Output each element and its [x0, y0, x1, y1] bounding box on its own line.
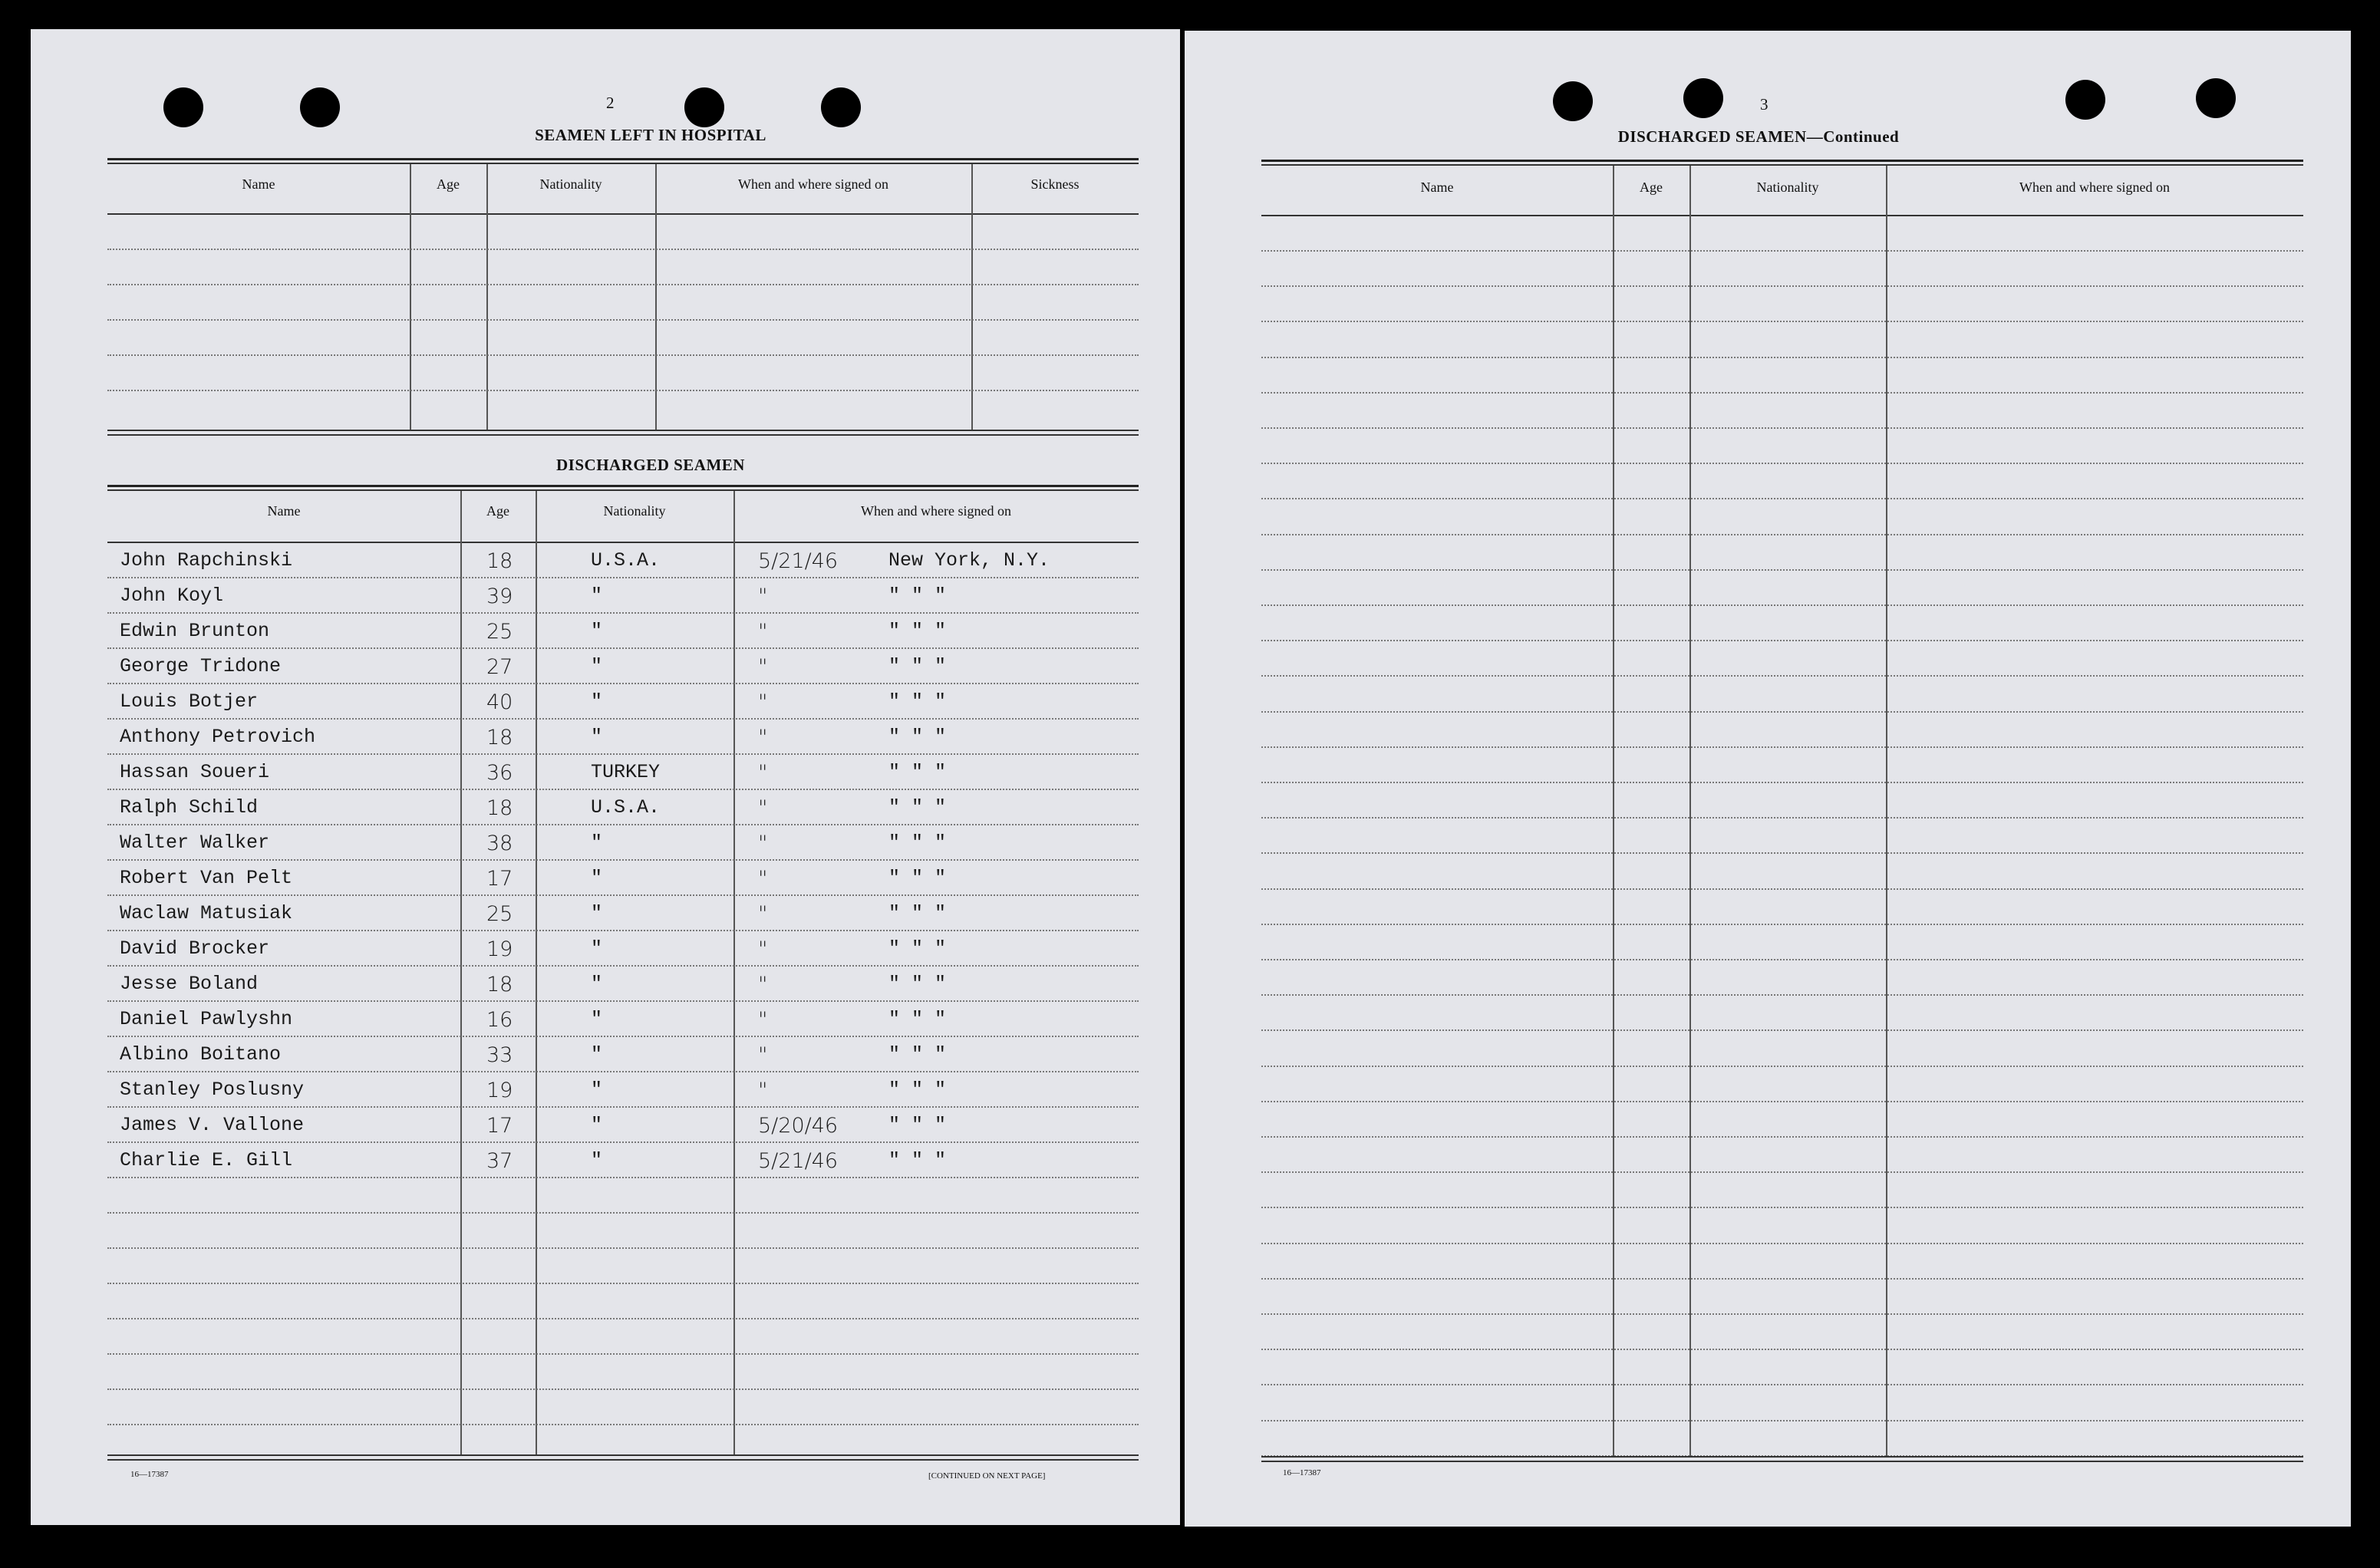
seaman-age: 25: [486, 620, 513, 644]
right-row-line: [1261, 711, 2303, 713]
hospital-col-age: Age: [437, 176, 460, 192]
right-row-line: [1261, 534, 2303, 535]
signed-on-place: " " ": [888, 1149, 947, 1171]
signed-on-date: ": [758, 867, 768, 891]
discharged-row-line: [107, 1247, 1139, 1249]
signed-on-place: " " ": [888, 761, 947, 783]
seaman-age: 17: [486, 867, 513, 891]
discharged-row-line: [107, 1283, 1139, 1284]
signed-on-place: " " ": [888, 867, 947, 889]
seaman-nationality: TURKEY: [591, 761, 661, 783]
right-row-line: [1261, 640, 2303, 641]
seaman-nationality: ": [591, 655, 603, 677]
signed-on-date: 5/21/46: [758, 549, 839, 573]
right-bottom-rule: [1261, 1461, 2303, 1462]
signed-on-date: ": [758, 761, 768, 785]
page-number: 3: [1760, 95, 1769, 114]
seaman-name: James V. Vallone: [120, 1114, 305, 1136]
hospital-bottom-rule: [107, 434, 1139, 436]
hospital-header-rule: [107, 213, 1139, 215]
seaman-name: Stanley Poslusny: [120, 1079, 305, 1101]
right-row-line: [1261, 817, 2303, 819]
seaman-nationality: ": [591, 1043, 603, 1066]
right-row-line: [1261, 569, 2303, 571]
right-row-line: [1261, 463, 2303, 464]
signed-on-date: ": [758, 1079, 768, 1102]
discharged-row-line: [107, 1212, 1139, 1214]
left-page: [31, 29, 1180, 1525]
right-row-line: [1261, 1420, 2303, 1421]
seaman-nationality: U.S.A.: [591, 549, 661, 572]
discharged-row-line: [107, 789, 1139, 790]
column-divider: [1886, 166, 1887, 1456]
signed-on-date: ": [758, 1043, 768, 1067]
signed-on-place: " " ": [888, 1008, 947, 1030]
seaman-nationality: ": [591, 620, 603, 642]
right-row-line: [1261, 1384, 2303, 1385]
punch-hole: [163, 87, 203, 127]
punch-hole: [300, 87, 340, 127]
seaman-nationality: ": [591, 1114, 603, 1136]
seaman-age: 40: [486, 690, 513, 714]
seaman-age: 19: [486, 1079, 513, 1102]
discharged-row-line: [107, 824, 1139, 825]
column-divider: [1689, 166, 1691, 1456]
column-divider: [1613, 166, 1614, 1456]
seaman-age: 17: [486, 1114, 513, 1138]
hospital-col-name: Name: [242, 176, 275, 192]
seaman-age: 37: [486, 1149, 513, 1173]
seaman-age: 39: [486, 585, 513, 608]
discharged-row-line: [107, 965, 1139, 967]
signed-on-date: ": [758, 832, 768, 855]
column-divider: [733, 491, 735, 1454]
discharged-col-name: Name: [267, 503, 301, 519]
seaman-name: Robert Van Pelt: [120, 867, 293, 889]
seaman-name: Daniel Pawlyshn: [120, 1008, 293, 1030]
signed-on-date: ": [758, 796, 768, 820]
right-col-nationality: Nationality: [1756, 180, 1819, 195]
signed-on-date: ": [758, 902, 768, 926]
punch-hole: [2196, 78, 2236, 118]
right-row-line: [1261, 1207, 2303, 1208]
discharged-row-line: [107, 647, 1139, 649]
hospital-top-rule: [107, 163, 1139, 164]
seaman-age: 19: [486, 937, 513, 961]
right-row-line: [1261, 1101, 2303, 1102]
right-col-age: Age: [1640, 180, 1663, 195]
hospital-row-line: [107, 319, 1139, 321]
seaman-nationality: ": [591, 1008, 603, 1030]
discharged-row-line: [107, 1424, 1139, 1425]
hospital-col-nationality: Nationality: [539, 176, 602, 192]
right-row-line: [1261, 285, 2303, 287]
right-row-line: [1261, 782, 2303, 783]
signed-on-place: " " ": [888, 796, 947, 819]
seaman-nationality: U.S.A.: [591, 796, 661, 819]
signed-on-place: " " ": [888, 585, 947, 607]
seaman-name: Louis Botjer: [120, 690, 259, 713]
seaman-age: 18: [486, 973, 513, 996]
seaman-nationality: ": [591, 1079, 603, 1101]
seaman-age: 18: [486, 726, 513, 749]
signed-on-date: ": [758, 690, 768, 714]
punch-hole: [1553, 81, 1593, 121]
discharged-section-title: DISCHARGED SEAMEN: [556, 456, 745, 474]
right-top-rule: [1261, 164, 2303, 166]
hospital-section-title: SEAMEN LEFT IN HOSPITAL: [535, 126, 766, 144]
seaman-name: Walter Walker: [120, 832, 270, 854]
signed-on-place: " " ": [888, 937, 947, 960]
hospital-row-line: [107, 390, 1139, 391]
discharged-row-line: [107, 1318, 1139, 1319]
discharged-continued-title: DISCHARGED SEAMEN—Continued: [1617, 127, 1900, 146]
discharged-bottom-rule: [107, 1459, 1139, 1461]
right-row-line: [1261, 321, 2303, 322]
seaman-age: 33: [486, 1043, 513, 1067]
signed-on-place: " " ": [888, 1114, 947, 1136]
discharged-row-line: [107, 1106, 1139, 1108]
signed-on-date: 5/21/46: [758, 1149, 839, 1173]
signed-on-place: " " ": [888, 690, 947, 713]
seaman-nationality: ": [591, 726, 603, 748]
signed-on-date: ": [758, 973, 768, 996]
seaman-nationality: ": [591, 690, 603, 713]
discharged-row-line: [107, 930, 1139, 931]
discharged-col-signed-on: When and where signed on: [861, 503, 1011, 519]
seaman-nationality: ": [591, 585, 603, 607]
seaman-name: Albino Boitano: [120, 1043, 282, 1066]
seaman-age: 25: [486, 902, 513, 926]
signed-on-date: ": [758, 937, 768, 961]
punch-hole: [1683, 78, 1723, 118]
seaman-name: Edwin Brunton: [120, 620, 270, 642]
page-number: 2: [606, 94, 615, 112]
right-row-line: [1261, 1349, 2303, 1350]
right-row-line: [1261, 852, 2303, 854]
discharged-row-line: [107, 859, 1139, 861]
seaman-name: Waclaw Matusiak: [120, 902, 293, 924]
right-row-line: [1261, 357, 2303, 358]
discharged-top-rule: [107, 485, 1139, 487]
right-row-line: [1261, 498, 2303, 499]
seaman-name: Charlie E. Gill: [120, 1149, 293, 1171]
discharged-row-line: [107, 1177, 1139, 1178]
punch-hole: [684, 87, 724, 127]
hospital-bottom-rule: [107, 430, 1139, 431]
signed-on-place: " " ": [888, 1079, 947, 1101]
seaman-age: 18: [486, 549, 513, 573]
seaman-age: 18: [486, 796, 513, 820]
right-col-signed-on: When and where signed on: [2019, 180, 2170, 195]
right-row-line: [1261, 675, 2303, 677]
right-row-line: [1261, 1278, 2303, 1280]
signed-on-date: ": [758, 585, 768, 608]
discharged-row-line: [107, 1000, 1139, 1002]
discharged-row-line: [107, 683, 1139, 684]
hospital-col-sickness: Sickness: [1030, 176, 1080, 192]
right-row-line: [1261, 604, 2303, 606]
right-row-line: [1261, 392, 2303, 394]
hospital-row-line: [107, 249, 1139, 250]
seaman-nationality: ": [591, 867, 603, 889]
seaman-age: 38: [486, 832, 513, 855]
signed-on-date: ": [758, 655, 768, 679]
signed-on-place: New York, N.Y.: [888, 549, 1050, 572]
discharged-top-rule: [107, 489, 1139, 491]
right-row-line: [1261, 1066, 2303, 1067]
discharged-row-line: [107, 1071, 1139, 1072]
form-number: 16—17387: [130, 1470, 169, 1479]
hospital-top-rule: [107, 158, 1139, 160]
right-row-line: [1261, 1243, 2303, 1244]
hospital-row-line: [107, 284, 1139, 285]
seaman-name: Ralph Schild: [120, 796, 259, 819]
column-divider: [460, 491, 462, 1454]
discharged-row-line: [107, 1388, 1139, 1390]
right-row-line: [1261, 427, 2303, 429]
discharged-row-line: [107, 612, 1139, 614]
right-col-name: Name: [1420, 180, 1454, 195]
continued-note: [CONTINUED ON NEXT PAGE]: [928, 1471, 1046, 1481]
right-row-line: [1261, 1136, 2303, 1138]
right-row-line: [1261, 746, 2303, 748]
right-row-line: [1261, 1171, 2303, 1173]
discharged-row-line: [107, 1353, 1139, 1355]
discharged-row-line: [107, 1036, 1139, 1037]
discharged-col-nationality: Nationality: [603, 503, 666, 519]
seaman-nationality: ": [591, 1149, 603, 1171]
signed-on-place: " " ": [888, 726, 947, 748]
right-row-line: [1261, 250, 2303, 252]
punch-hole: [2065, 80, 2105, 120]
right-bottom-rule: [1261, 1456, 2303, 1458]
signed-on-place: " " ": [888, 832, 947, 854]
right-row-line: [1261, 888, 2303, 890]
seaman-name: Hassan Soueri: [120, 761, 270, 783]
column-divider: [536, 491, 537, 1454]
discharged-row-line: [107, 577, 1139, 578]
seaman-nationality: ": [591, 937, 603, 960]
signed-on-place: " " ": [888, 1043, 947, 1066]
seaman-nationality: ": [591, 902, 603, 924]
right-row-line: [1261, 1313, 2303, 1315]
discharged-row-line: [107, 718, 1139, 720]
right-row-line: [1261, 959, 2303, 960]
signed-on-date: ": [758, 1008, 768, 1032]
seaman-age: 27: [486, 655, 513, 679]
punch-hole: [821, 87, 861, 127]
hospital-col-signed-on: When and where signed on: [738, 176, 888, 192]
signed-on-date: ": [758, 726, 768, 749]
signed-on-place: " " ": [888, 620, 947, 642]
right-page: [1185, 31, 2351, 1527]
seaman-name: John Koyl: [120, 585, 224, 607]
right-top-rule: [1261, 160, 2303, 162]
discharged-row-line: [107, 894, 1139, 896]
seaman-name: Jesse Boland: [120, 973, 259, 995]
right-row-line: [1261, 924, 2303, 925]
form-number: 16—17387: [1283, 1468, 1321, 1477]
seaman-age: 16: [486, 1008, 513, 1032]
seaman-name: Anthony Petrovich: [120, 726, 316, 748]
signed-on-place: " " ": [888, 655, 947, 677]
seaman-name: David Brocker: [120, 937, 270, 960]
signed-on-place: " " ": [888, 902, 947, 924]
discharged-col-age: Age: [486, 503, 509, 519]
right-row-line: [1261, 1029, 2303, 1031]
discharged-bottom-rule: [107, 1454, 1139, 1456]
discharged-header-rule: [107, 542, 1139, 543]
right-row-line: [1261, 994, 2303, 996]
signed-on-place: " " ": [888, 973, 947, 995]
seaman-name: John Rapchinski: [120, 549, 293, 572]
right-header-rule: [1261, 215, 2303, 216]
seaman-nationality: ": [591, 973, 603, 995]
signed-on-date: ": [758, 620, 768, 644]
seaman-name: George Tridone: [120, 655, 282, 677]
seaman-age: 36: [486, 761, 513, 785]
signed-on-date: 5/20/46: [758, 1114, 839, 1138]
seaman-nationality: ": [591, 832, 603, 854]
discharged-row-line: [107, 1141, 1139, 1143]
discharged-row-line: [107, 753, 1139, 755]
hospital-row-line: [107, 354, 1139, 356]
